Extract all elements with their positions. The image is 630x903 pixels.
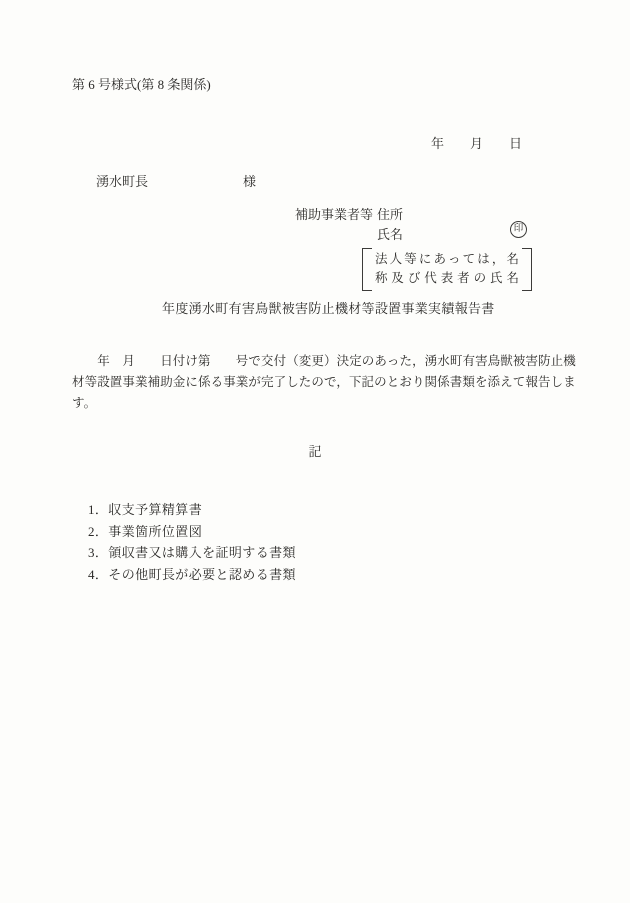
body-line-1: 年 月 日付け第 号で交付（変更）決定のあった，湧水町有害鳥獣被害防止機 [72,354,576,368]
list-item: 2．事業箇所位置図 [88,523,203,539]
applicant-name-label: 氏名 [377,227,404,242]
seal-character: 印 [513,223,524,234]
list-item: 1．収支予算精算書 [88,502,203,517]
body-line-2: 材等設置事業補助金に係る事業が完了したので，下記のとおり関係書類を添えて報告しま [72,375,576,389]
form-number-label: 第 6 号様式(第 8 条関係) [72,77,211,92]
attachment-list [88,499,296,585]
body-line-3: す。 [72,396,97,410]
body-paragraph [72,351,576,414]
corporate-note-line-1: 法人等にあっては，名 [375,252,519,266]
date-line: 年 月 日 [431,136,523,151]
addressee-honorific: 様 [243,174,257,189]
applicant-address-label: 住所 [377,207,404,222]
list-item: 3．領収書又は購入を証明する書類 [88,545,296,560]
list-item: 4．その他町長が必要と認める書類 [88,566,296,582]
addressee-name: 湧水町長 [96,174,149,189]
corporate-note [362,248,532,291]
corporate-note-line-2: 称及び代表者の氏名 [375,271,519,285]
record-heading: 記 [308,444,322,459]
applicant-label: 補助事業者等 [295,207,374,222]
document-title: 年度湧水町有害鳥獣被害防止機材等設置事業実績報告書 [135,301,495,316]
seal-icon [510,221,527,238]
